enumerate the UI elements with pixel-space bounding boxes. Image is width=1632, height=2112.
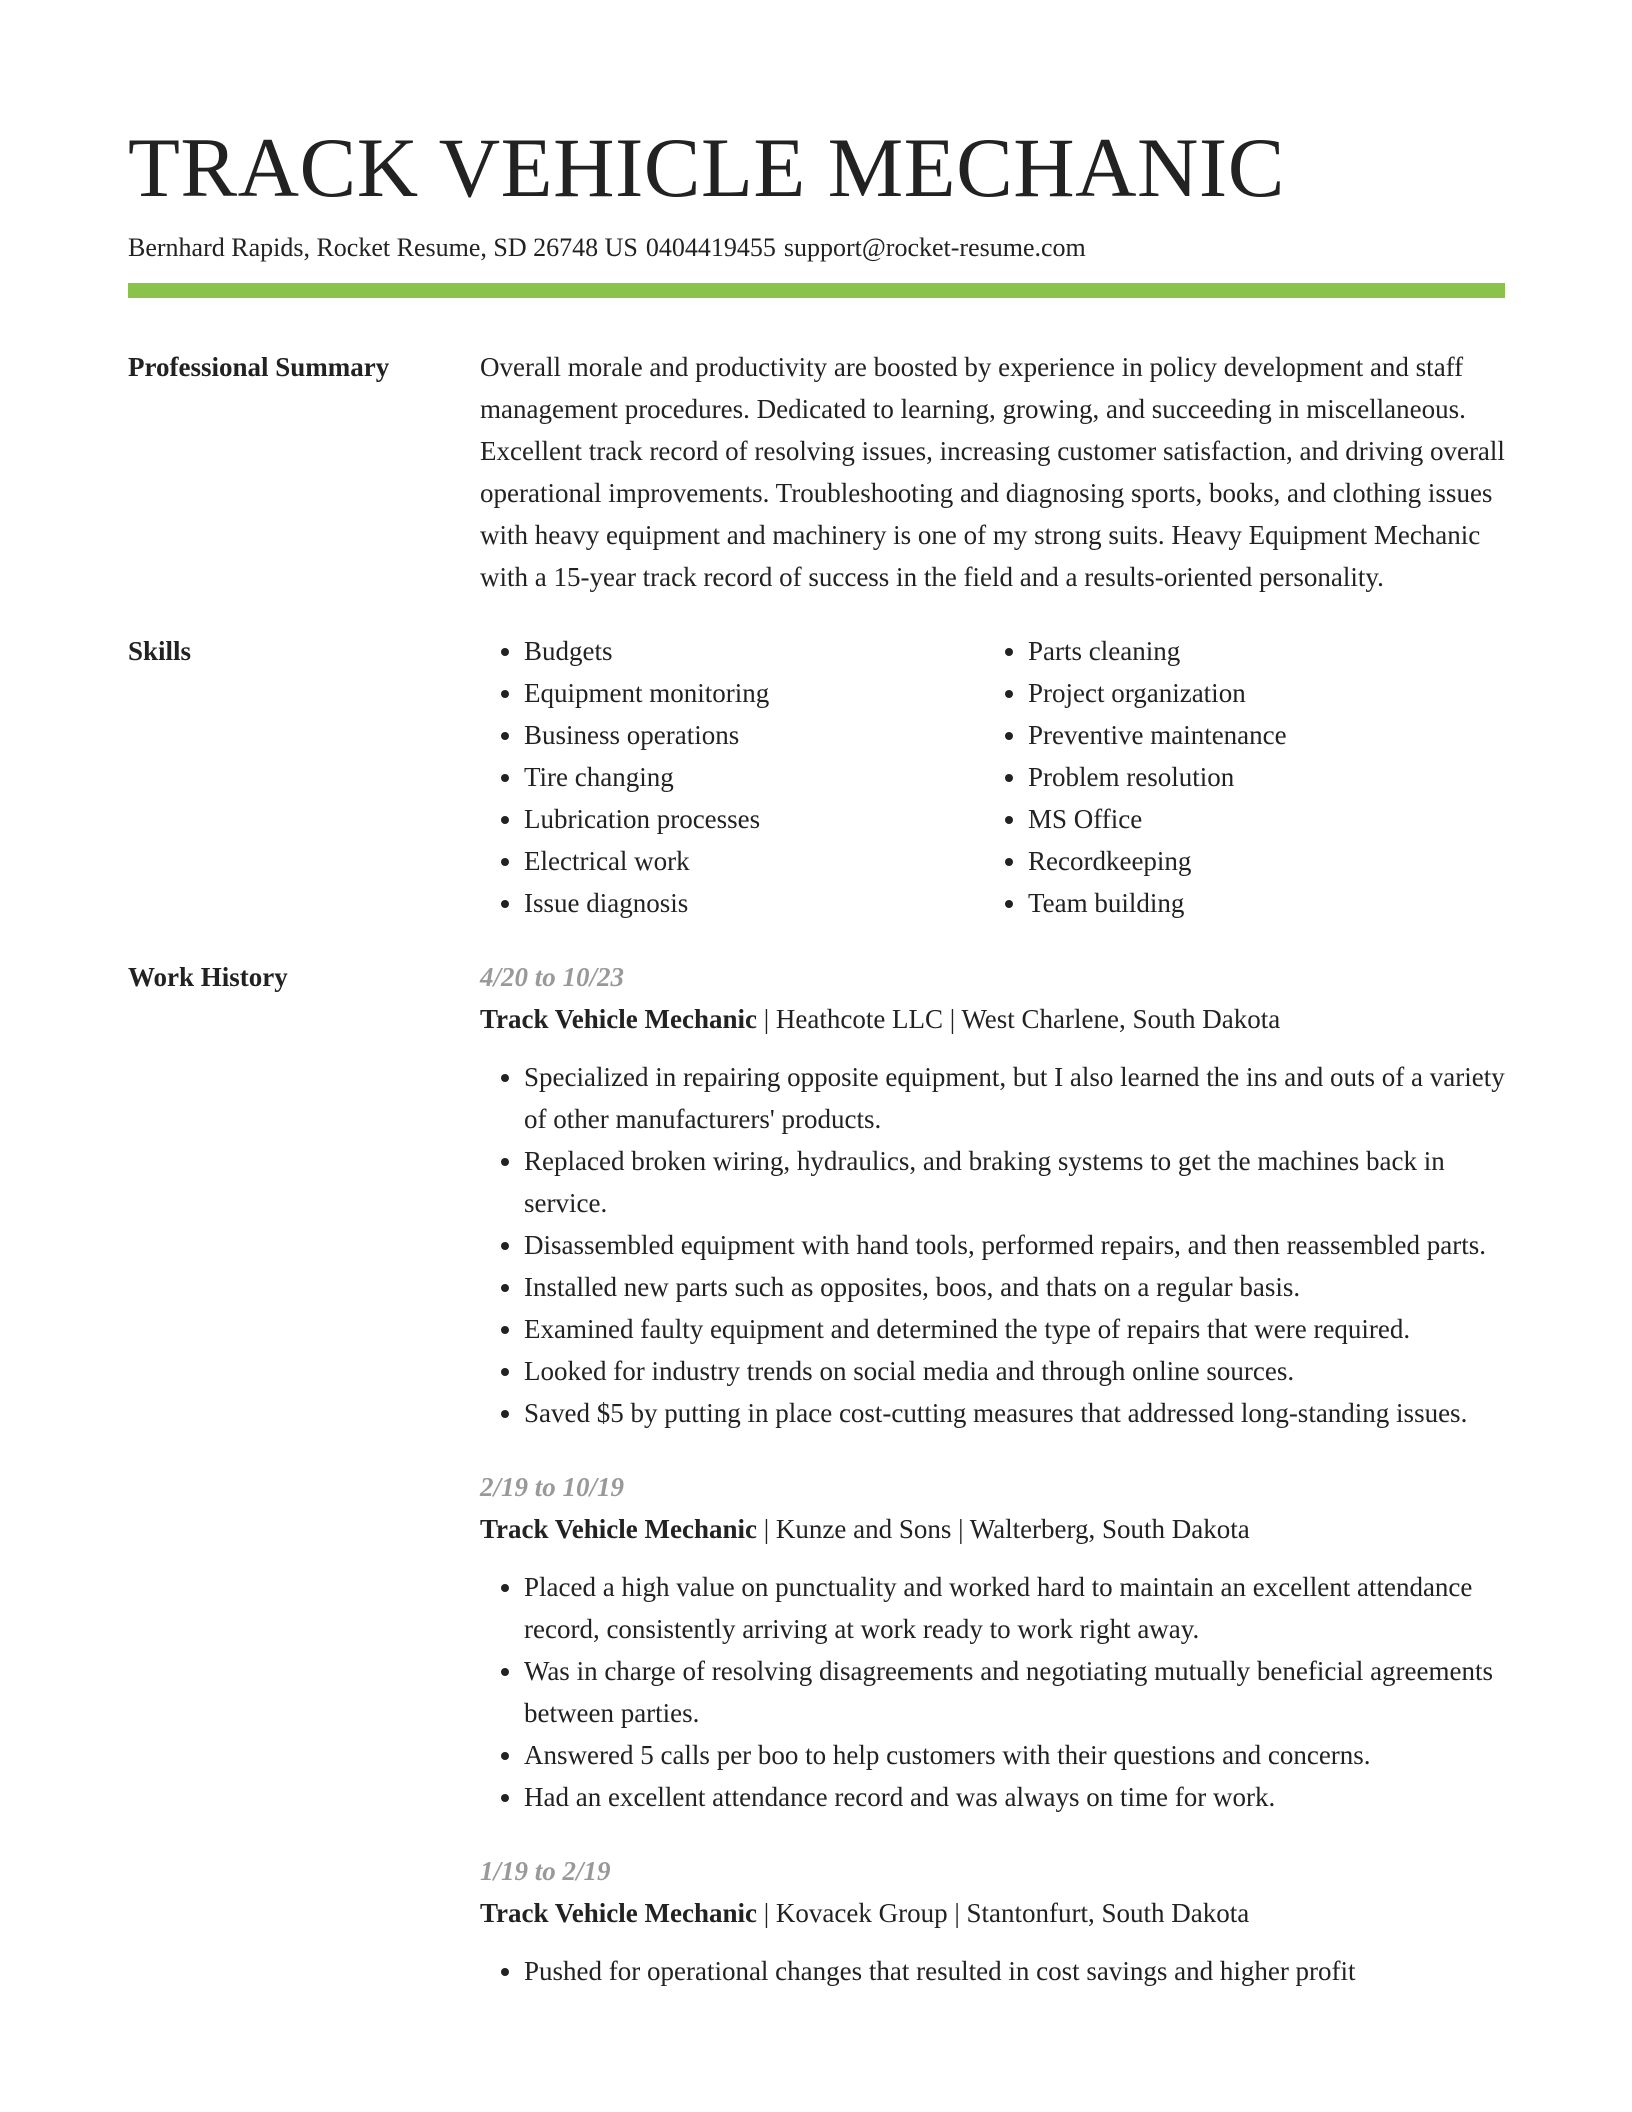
skill-item: • Recordkeeping <box>1028 840 1488 882</box>
resume-name: TRACK VEHICLE MECHANIC <box>128 121 1285 215</box>
job-bullet: • Was in charge of resolving disagreements and negotiating mutually beneficial agreements between parties. <box>524 1650 1505 1734</box>
contact-email[interactable]: support@rocket-resume.com <box>783 233 1086 262</box>
job-bullets <box>480 1566 1505 1818</box>
job-bullet: • Saved $5 by putting in place cost-cutting measures that addressed long-standing issues. <box>524 1392 1505 1434</box>
job-dates: 2/19 to 10/19 <box>480 1472 625 1502</box>
job-dates: 1/19 to 2/19 <box>480 1856 611 1886</box>
job-title: Track Vehicle Mechanic <box>480 1004 757 1034</box>
job-bullet: • Placed a high value on punctuality and worked hard to maintain an excellent attendance record, consistently arriving at work ready to work right away. <box>524 1566 1505 1650</box>
job-bullet: • Replaced broken wiring, hydraulics, and braking systems to get the machines back in service. <box>524 1140 1505 1224</box>
job-entry <box>480 1466 1505 1818</box>
job-bullet: • Answered 5 calls per boo to help customers with their questions and concerns. <box>524 1734 1505 1776</box>
skill-item: • Parts cleaning <box>1028 630 1488 672</box>
job-bullet: • Specialized in repairing opposite equipment, but I also learned the ins and outs of a variety of other manufacturers' products. <box>524 1056 1505 1140</box>
skills-list-left <box>480 630 984 924</box>
job-title: Track Vehicle Mechanic <box>480 1514 757 1544</box>
job-bullet: • Pushed for operational changes that resulted in cost savings and higher profit <box>524 1950 1505 1992</box>
skill-item: • Preventive maintenance <box>1028 714 1488 756</box>
job-dates: 4/20 to 10/23 <box>480 962 625 992</box>
summary-heading: Professional Summary <box>128 352 390 382</box>
job-entry <box>480 1850 1505 1992</box>
work-body <box>480 956 1505 2024</box>
job-bullets <box>480 1950 1505 1992</box>
job-bullet: • Looked for industry trends on social media and through online sources. <box>524 1350 1505 1392</box>
job-bullet: • Examined faulty equipment and determined the type of repairs that were required. <box>524 1308 1505 1350</box>
job-bullet: • Had an excellent attendance record and was always on time for work. <box>524 1776 1505 1818</box>
job-entry <box>480 956 1505 1434</box>
skills-section <box>128 630 1505 924</box>
skill-item: • Tire changing <box>524 756 984 798</box>
contact-phone: 0404419455 <box>645 233 776 262</box>
skill-item: • MS Office <box>1028 798 1488 840</box>
header-divider <box>128 283 1505 298</box>
job-title-line <box>480 998 1505 1040</box>
skills-heading: Skills <box>128 636 192 666</box>
skill-item: • Equipment monitoring <box>524 672 984 714</box>
resume-page <box>128 118 1505 2024</box>
skill-item: • Problem resolution <box>1028 756 1488 798</box>
job-title-line <box>480 1892 1505 1934</box>
skill-item: • Team building <box>1028 882 1488 924</box>
skill-item: • Business operations <box>524 714 984 756</box>
summary-text: Overall morale and productivity are boosted by experience in policy development and staff management procedures. Dedicated to learning, growing, and succeeding in miscellaneous. Excellent track record of resolving issues, increasing customer satisfaction, and driving overall operational improvements. Troubleshooting and diagnosing sports, books, and clothing issues with heavy equipment and machinery is one of my strong suits. Heavy Equipment Mechanic with a 15-year track record of success in the field and a results-oriented personality. <box>480 352 1505 592</box>
skill-item: • Electrical work <box>524 840 984 882</box>
skill-item: • Lubrication processes <box>524 798 984 840</box>
contact-line <box>128 232 1505 264</box>
work-section <box>128 956 1505 2024</box>
job-details: | Kunze and Sons | Walterberg, South Dakota <box>756 1514 1250 1544</box>
contact-address: Bernhard Rapids, Rocket Resume, SD 26748 US <box>128 233 638 262</box>
skill-item: • Budgets <box>524 630 984 672</box>
job-details: | Kovacek Group | Stantonfurt, South Dakota <box>756 1898 1250 1928</box>
job-bullets <box>480 1056 1505 1434</box>
skill-item: • Issue diagnosis <box>524 882 984 924</box>
skills-list-right <box>984 630 1488 924</box>
summary-section <box>128 346 1505 598</box>
job-title-line <box>480 1508 1505 1550</box>
job-details: | Heathcote LLC | West Charlene, South Dakota <box>756 1004 1281 1034</box>
skill-item: • Project organization <box>1028 672 1488 714</box>
job-title: Track Vehicle Mechanic <box>480 1898 757 1928</box>
summary-body <box>480 346 1505 598</box>
skills-grid <box>480 630 1505 924</box>
skills-body <box>480 630 1505 924</box>
work-heading: Work History <box>128 962 288 992</box>
job-bullet: • Installed new parts such as opposites, boos, and thats on a regular basis. <box>524 1266 1505 1308</box>
job-bullet: • Disassembled equipment with hand tools, performed repairs, and then reassembled parts. <box>524 1224 1505 1266</box>
